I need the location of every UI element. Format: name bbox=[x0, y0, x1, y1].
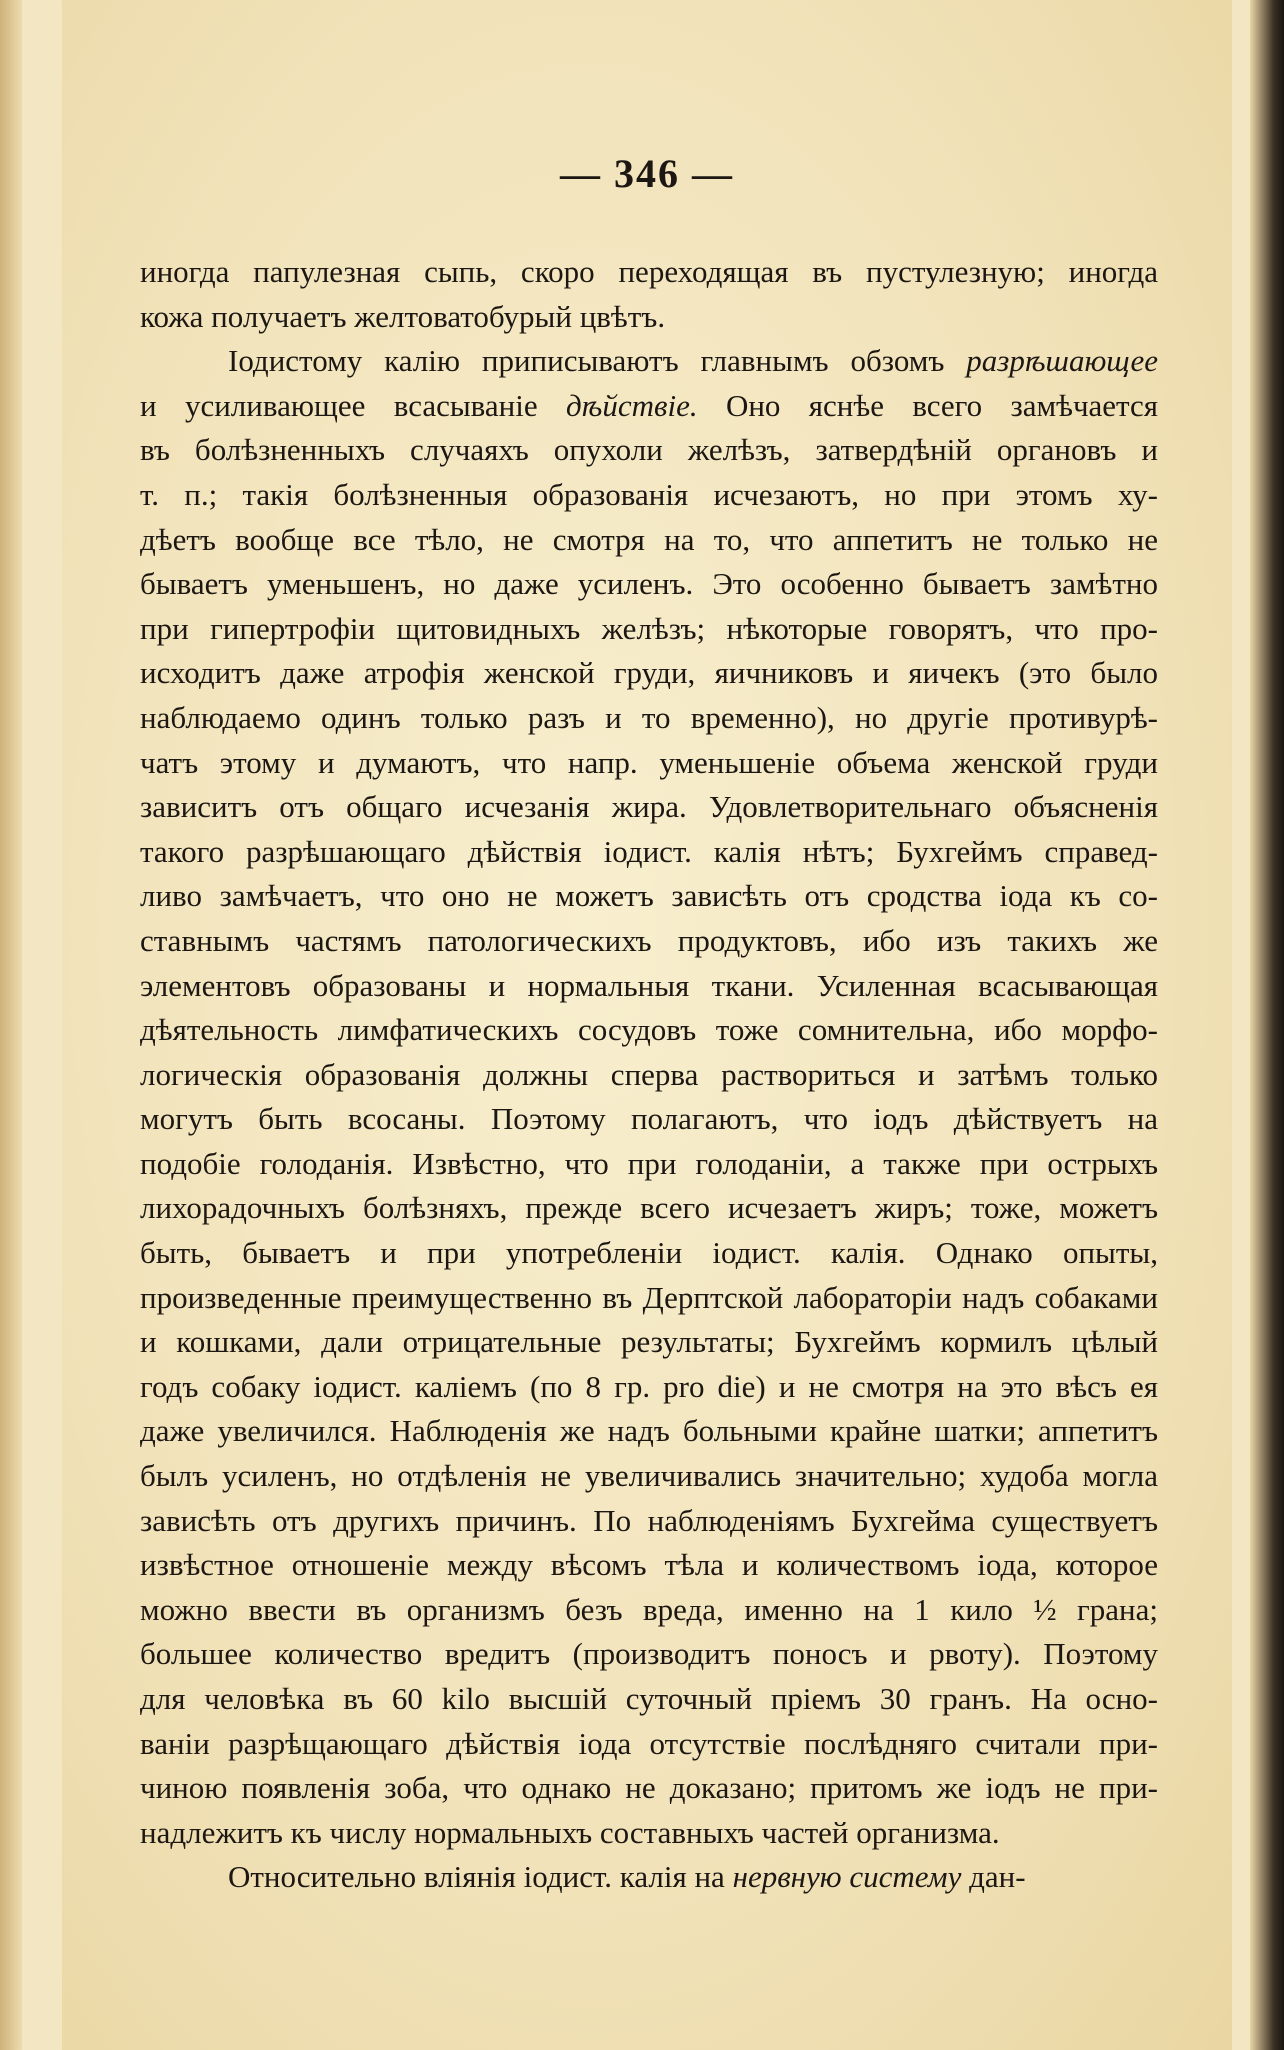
page-edge bbox=[0, 0, 22, 2050]
text-line bbox=[140, 339, 1158, 384]
text-line bbox=[140, 518, 1158, 563]
text-line bbox=[140, 1499, 1158, 1544]
text-segment: Оно яснѣе всего замѣчается bbox=[697, 387, 1158, 423]
body-text bbox=[140, 250, 1158, 1900]
text-line bbox=[140, 428, 1158, 473]
emphasized-text: разрѣшающее bbox=[966, 343, 1158, 379]
text-line bbox=[140, 1097, 1158, 1142]
text-line bbox=[140, 874, 1158, 919]
text-segment: зависѣть отъ другихъ причинъ. По наблюденіямъ Бухгейма существуетъ bbox=[140, 1502, 1158, 1538]
book-page bbox=[62, 0, 1232, 2050]
text-segment: дѣятельность лимфатическихъ сосудовъ тоже сомнительна, ибо морфо- bbox=[140, 1012, 1158, 1048]
paragraph bbox=[140, 339, 1158, 1855]
text-line bbox=[140, 250, 1158, 295]
text-segment: большее количество вредитъ (производитъ поносъ и рвоту). Поэтому bbox=[140, 1636, 1158, 1672]
text-line bbox=[140, 1186, 1158, 1231]
page-number: — 346 — bbox=[560, 151, 734, 196]
text-segment: наблюдаемо одинъ только разъ и то временно), но другіе противурѣ- bbox=[140, 699, 1158, 735]
text-segment: иногда папулезная сыпь, скоро переходящая въ пустулезную; иногда bbox=[140, 254, 1158, 289]
text-segment: Іодистому калію приписываютъ главнымъ обзомъ bbox=[228, 343, 967, 379]
text-line bbox=[140, 1053, 1158, 1098]
text-line bbox=[140, 1454, 1158, 1499]
text-segment: можно ввести въ организмъ безъ вреда, именно на 1 кило ½ грана; bbox=[140, 1591, 1158, 1627]
text-segment: зависитъ отъ общаго исчезанія жира. Удовлетворительнаго объясненія bbox=[140, 789, 1158, 825]
text-segment: былъ усиленъ, но отдѣленія не увеличивались значительно; худоба могла bbox=[140, 1458, 1158, 1494]
emphasized-text: дѣйствіе. bbox=[566, 387, 698, 423]
book-spine bbox=[1250, 0, 1284, 2050]
text-line bbox=[140, 964, 1158, 1009]
text-line bbox=[140, 384, 1158, 429]
text-line bbox=[140, 1409, 1158, 1454]
text-segment: чиною появленія зоба, что однако не доказано; притомъ же іодъ не при- bbox=[140, 1770, 1158, 1806]
text-segment: логическія образованія должны сперва раствориться и затѣмъ только bbox=[140, 1056, 1158, 1092]
text-segment: надлежитъ къ числу нормальныхъ составныхъ частей организма. bbox=[140, 1814, 1000, 1850]
text-line bbox=[140, 785, 1158, 830]
text-line bbox=[140, 1276, 1158, 1321]
text-segment: т. п.; такія болѣзненныя образованія исчезаютъ, но при этомъ ху- bbox=[140, 476, 1158, 512]
text-segment: ваніи разрѣщающаго дѣйствія іода отсутствіе послѣдняго считали при- bbox=[140, 1725, 1158, 1761]
text-line bbox=[140, 830, 1158, 875]
text-segment: элементовъ образованы и нормальныя ткани. Усиленная всасывающая bbox=[140, 967, 1158, 1003]
paragraph bbox=[140, 250, 1158, 339]
text-segment: ставнымъ частямъ патологическихъ продуктовъ, ибо изъ такихъ же bbox=[140, 922, 1158, 958]
text-segment: Относительно вліянія іодист. калія на bbox=[228, 1859, 733, 1895]
text-segment: быть, бываетъ и при употребленіи іодист. калія. Однако опыты, bbox=[140, 1235, 1158, 1271]
text-line bbox=[140, 1677, 1158, 1722]
text-segment: кожа получаетъ желтоватобурый цвѣтъ. bbox=[140, 298, 666, 334]
text-segment: лихорадочныхъ болѣзняхъ, прежде всего исчезаетъ жиръ; тоже, можетъ bbox=[140, 1190, 1158, 1226]
text-line bbox=[140, 741, 1158, 786]
text-line bbox=[140, 1543, 1158, 1588]
text-line bbox=[140, 1588, 1158, 1633]
text-line bbox=[140, 1632, 1158, 1677]
text-line bbox=[140, 1008, 1158, 1053]
text-line bbox=[140, 562, 1158, 607]
text-segment: въ болѣзненныхъ случаяхъ опухоли желѣзъ, затвердѣній органовъ и bbox=[140, 432, 1158, 468]
text-line bbox=[140, 1320, 1158, 1365]
text-line bbox=[140, 1142, 1158, 1187]
text-line bbox=[140, 651, 1158, 696]
text-segment: бываетъ уменьшенъ, но даже усиленъ. Это особенно бываетъ замѣтно bbox=[140, 566, 1158, 602]
paragraph bbox=[140, 1855, 1158, 1900]
text-line bbox=[140, 1722, 1158, 1767]
text-line bbox=[140, 1766, 1158, 1811]
text-line bbox=[140, 696, 1158, 741]
text-segment: для человѣка въ 60 kilo высшій суточный пріемъ 30 гранъ. На осно- bbox=[140, 1681, 1158, 1716]
text-line bbox=[140, 1365, 1158, 1410]
text-line bbox=[140, 1231, 1158, 1276]
text-segment: извѣстное отношеніе между вѣсомъ тѣла и количествомъ іода, которое bbox=[140, 1547, 1158, 1583]
text-segment: при гипертрофіи щитовидныхъ желѣзъ; нѣкоторые говорятъ, что про- bbox=[140, 610, 1158, 646]
text-segment: чатъ этому и думаютъ, что напр. уменьшеніе объема женской груди bbox=[140, 744, 1158, 780]
emphasized-text: нервную систему bbox=[732, 1859, 962, 1895]
text-segment: подобіе голоданія. Извѣстно, что при голоданіи, а также при острыхъ bbox=[140, 1145, 1158, 1181]
text-segment: могутъ быть всосаны. Поэтому полагаютъ, что іодъ дѣйствуетъ на bbox=[140, 1101, 1158, 1137]
text-segment: и усиливающее всасываніе bbox=[140, 387, 566, 423]
text-segment: ливо замѣчаетъ, что оно не можетъ зависѣть отъ сродства іода къ со- bbox=[140, 878, 1158, 914]
text-segment: такого разрѣшающаго дѣйствія іодист. калія нѣтъ; Бухгеймъ справед- bbox=[140, 833, 1158, 869]
text-segment: произведенные преимущественно въ Дерптской лабораторіи надъ собаками bbox=[140, 1279, 1158, 1315]
text-segment: и кошками, дали отрицательные результаты; Бухгеймъ кормилъ цѣлый bbox=[140, 1324, 1158, 1360]
text-segment: дан- bbox=[961, 1859, 1026, 1895]
text-segment: исходитъ даже атрофія женской груди, яичниковъ и яичекъ (это было bbox=[140, 655, 1158, 691]
text-segment: дѣетъ вообще все тѣло, не смотря на то, что аппетитъ не только не bbox=[140, 521, 1158, 557]
text-segment: даже увеличился. Наблюденія же надъ больными крайне шатки; аппетитъ bbox=[140, 1413, 1158, 1449]
text-line bbox=[140, 919, 1158, 964]
text-line bbox=[140, 473, 1158, 518]
text-line bbox=[140, 295, 1158, 340]
text-line bbox=[140, 607, 1158, 652]
text-line bbox=[140, 1811, 1158, 1856]
text-segment: годъ собаку іодист. каліемъ (по 8 гр. pro die) и не смотря на это вѣсъ ея bbox=[140, 1368, 1158, 1404]
text-line bbox=[140, 1855, 1158, 1900]
